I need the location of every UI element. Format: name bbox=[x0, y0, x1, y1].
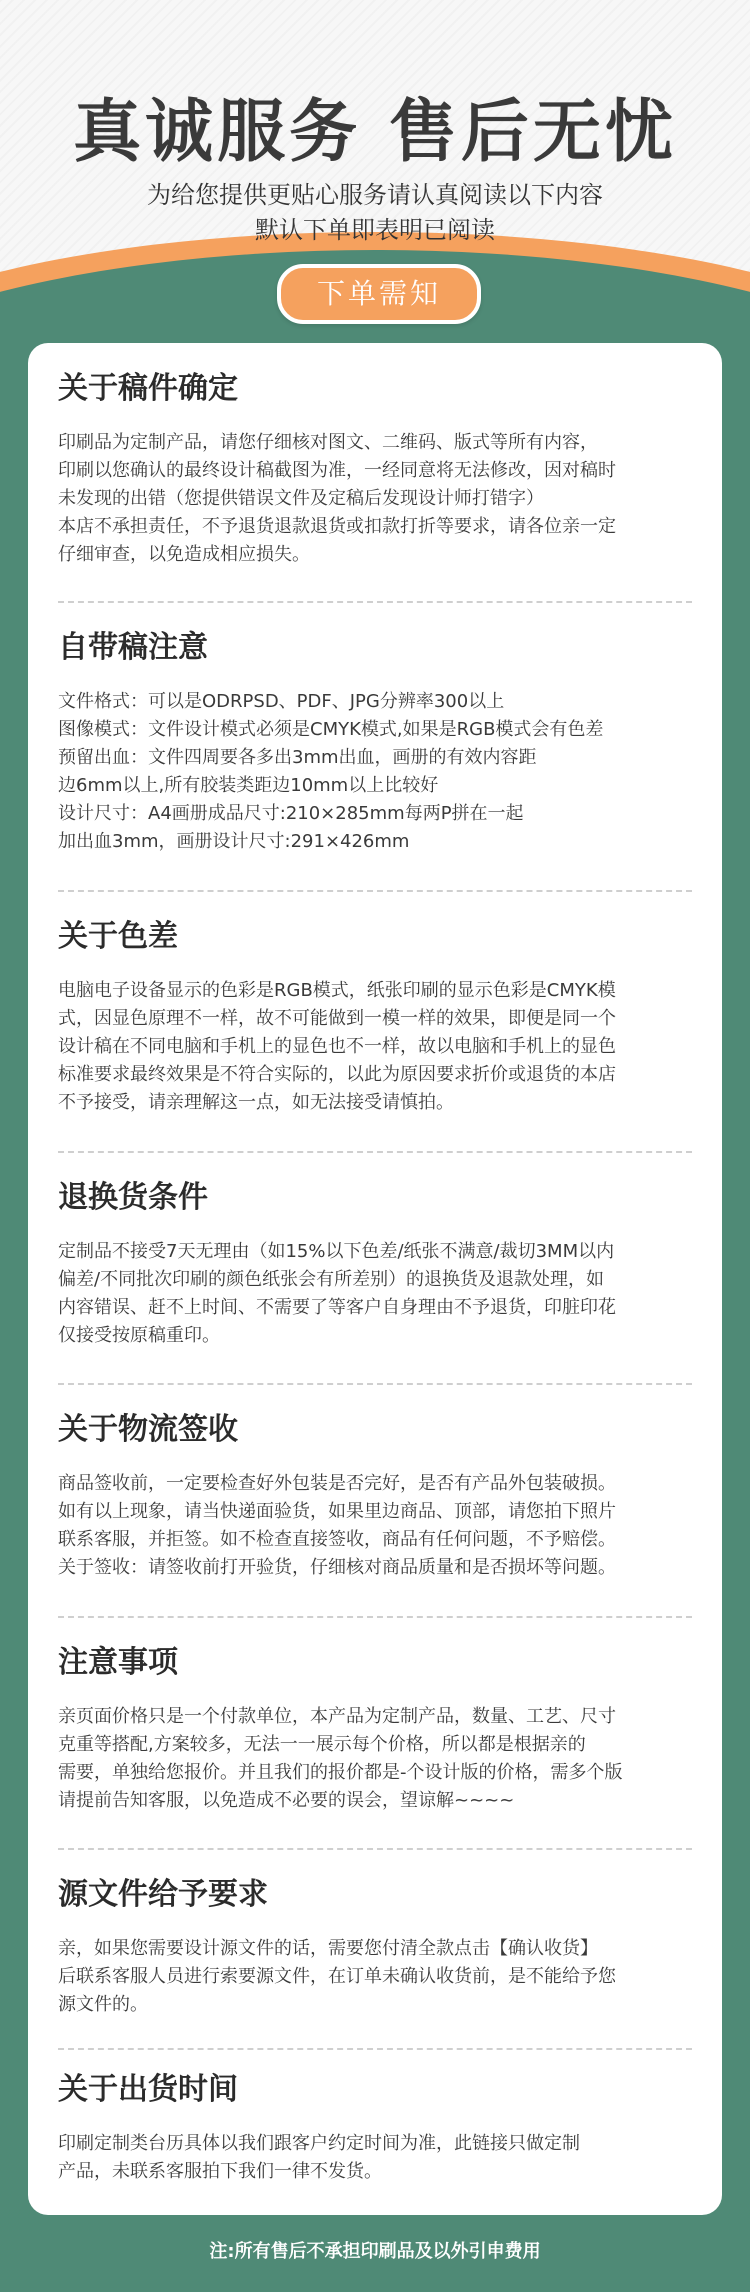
section-title: 退换货条件 bbox=[58, 1180, 208, 1215]
section-divider bbox=[58, 2048, 692, 2050]
section-body: 定制品不接受7天无理由（如15%以下色差/纸张不满意/裁切3MM以内 偏差/不同批次印刷的颜色纸张会有所差别）的退换货及退款处理，如 内容错误、赶不上时间、不需要了等客户自身理由不予退货，印脏印花 仅接受按原稿重印。 bbox=[58, 1241, 616, 1346]
section-divider bbox=[58, 601, 692, 603]
section-body: 商品签收前，一定要检查好外包装是否完好，是否有产品外包装破损。 如有以上现象，请当快递面验货，如果里边商品、顶部，请您拍下照片 联系客服，并拒签。如不检查直接签收，商品有任何问题，不予赔偿。 关于签收：请签收前打开验货，仔细核对商品质量和是否损坏等问题。 bbox=[58, 1473, 616, 1578]
subtitle-line-2: 默认下单即表明已阅读 bbox=[255, 216, 495, 244]
footer-note: 注:所有售后不承担印刷品及以外引申费用 bbox=[209, 2241, 541, 2262]
section-source-files bbox=[58, 1875, 692, 2019]
section-draft-confirmation bbox=[58, 369, 692, 569]
section-own-files bbox=[58, 628, 692, 856]
section-shipping-time bbox=[58, 2070, 692, 2186]
notice-card bbox=[28, 343, 722, 2215]
section-logistics-signoff bbox=[58, 1410, 692, 1582]
section-return-conditions bbox=[58, 1178, 692, 1350]
section-divider bbox=[58, 1151, 692, 1153]
section-body: 亲，如果您需要设计源文件的话，需要您付清全款点击【确认收货】 后联系客服人员进行索要源文件，在订单未确认收货前，是不能给予您 源文件的。 bbox=[58, 1938, 616, 2015]
notice-badge: 下单需知 bbox=[277, 264, 481, 324]
subtitle-line-1: 为给您提供更贴心服务请认真阅读以下内容 bbox=[147, 181, 603, 209]
section-body: 文件格式：可以是ODRPSD、PDF、JPG分辨率300以上 图像模式：文件设计模式必须是CMYK模式,如果是RGB模式会有色差 预留出血：文件四周要各多出3mm出血，画册的有效内容距 边6mm以上,所有胶装类距边10mm以上比较好 设计尺寸：A4画册成品尺寸:210×285mm每两P拼在一起 加出血3mm，画册设计尺寸:291×426mm bbox=[58, 691, 604, 852]
section-divider bbox=[58, 1616, 692, 1618]
section-title: 关于出货时间 bbox=[58, 2072, 238, 2107]
section-title: 源文件给予要求 bbox=[58, 1877, 268, 1912]
section-color-difference bbox=[58, 917, 692, 1117]
page-title: 真诚服务 售后无忧 bbox=[73, 93, 677, 172]
section-title: 注意事项 bbox=[58, 1645, 178, 1680]
section-title: 关于稿件确定 bbox=[58, 371, 238, 406]
section-title: 自带稿注意 bbox=[58, 630, 208, 665]
page-subtitle bbox=[0, 178, 750, 248]
section-title: 关于色差 bbox=[58, 919, 178, 954]
section-divider bbox=[58, 1848, 692, 1850]
section-body: 电脑电子设备显示的色彩是RGB模式，纸张印刷的显示色彩是CMYK模 式，因显色原理不一样，故不可能做到一模一样的效果，即便是同一个 设计稿在不同电脑和手机上的显色也不一样，故以电脑和手机上的显色 标准要求最终效果是不符合实际的，以此为原因要求折价或退货的本店 不予接受，请亲理解这一点，如无法接受请慎拍。 bbox=[58, 980, 616, 1113]
section-body: 印刷品为定制产品，请您仔细核对图文、二维码、版式等所有内容， 印刷以您确认的最终设计稿截图为准，一经同意将无法修改，因对稿时 未发现的出错（您提供错误文件及定稿后发现设计师打错字） 本店不承担责任，不予退货退款退货或扣款打折等要求，请各位亲一定 仔细审查，以免造成相应损失。 bbox=[58, 432, 616, 565]
section-title: 关于物流签收 bbox=[58, 1412, 238, 1447]
section-divider bbox=[58, 1383, 692, 1385]
section-divider bbox=[58, 890, 692, 892]
section-notes bbox=[58, 1643, 692, 1815]
section-body: 印刷定制类台历具体以我们跟客户约定时间为准，此链接只做定制 产品，未联系客服拍下我们一律不发货。 bbox=[58, 2133, 580, 2182]
section-body: 亲页面价格只是一个付款单位，本产品为定制产品，数量、工艺、尺寸 克重等搭配,方案较多，无法一一展示每个价格，所以都是根据亲的 需要，单独给您报价。并且我们的报价都是-个设计版的价格，需多个版 请提前告知客服，以免造成不必要的误会，望谅解~~~~ bbox=[58, 1706, 623, 1811]
